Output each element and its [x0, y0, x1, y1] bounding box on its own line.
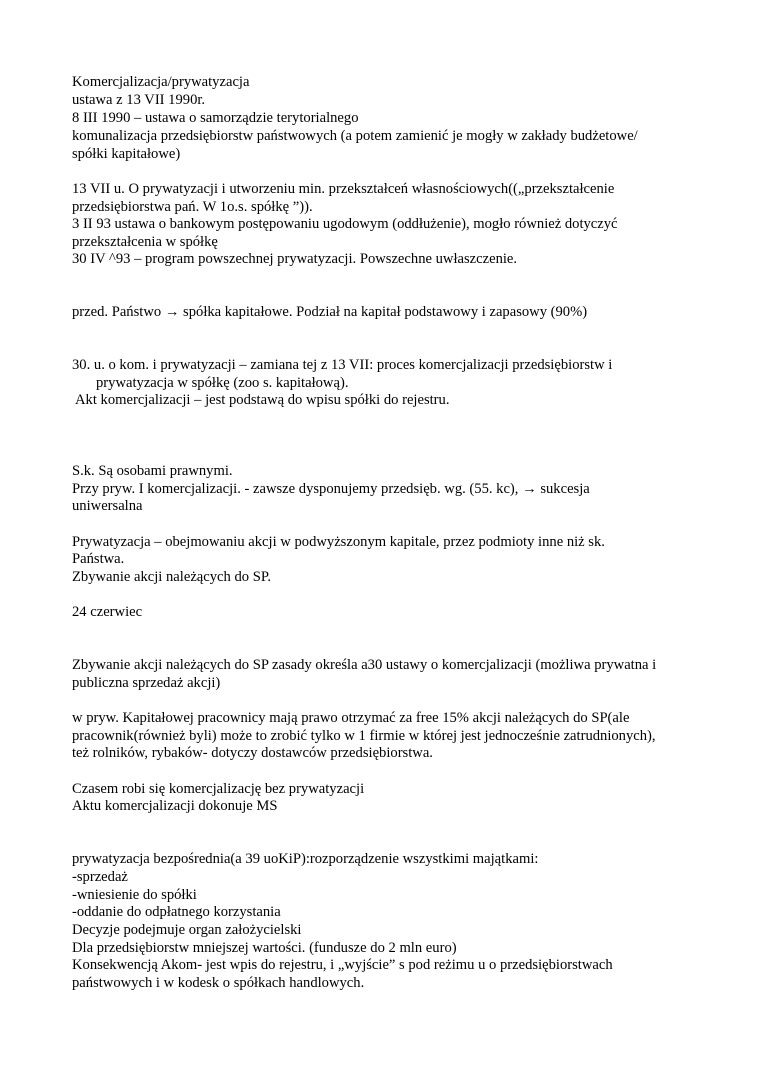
text-line: Zbywanie akcji należących do SP.	[72, 569, 271, 585]
text-line: uniwersalna	[72, 498, 143, 514]
text-line: państwowych i w kodesk o spółkach handlowych.	[72, 975, 365, 991]
text-line: 13 VII u. O prywatyzacji i utworzeniu min. przekształceń własnościowych((„przekształcenie	[72, 181, 615, 197]
text-line: Prywatyzacja – obejmowaniu akcji w podwyższonym kapitale, przez podmioty inne niż sk.	[72, 534, 605, 550]
text-line: komunalizacja przedsiębiorstw państwowych (a potem zamienić je mogły w zakłady budżetowe/	[72, 128, 638, 144]
text-line: spółki kapitałowe)	[72, 146, 181, 162]
text-line: Przy pryw. I komercjalizacji. - zawsze dysponujemy przedsięb. wg. (55. kc), → sukcesja	[72, 481, 590, 497]
text-line: prywatyzacja w spółkę (zoo s. kapitałową).	[96, 375, 349, 391]
text-line: prywatyzacja bezpośrednia(a 39 uoKiP):rozporządzenie wszystkimi majątkami:	[72, 851, 539, 867]
text-line: ustawa z 13 VII 1990r.	[72, 92, 206, 108]
text-line: -oddanie do odpłatnego korzystania	[72, 904, 281, 920]
text-line: pracownik(również byli) może to zrobić tylko w 1 firmie w której jest jednocześnie zatrudnionych),	[72, 728, 656, 744]
text-line: też rolników, rybaków- dotyczy dostawców przedsiębiorstwa.	[72, 745, 433, 761]
text-line: -wniesienie do spółki	[72, 887, 197, 903]
text-line: 30. u. o kom. i prywatyzacji – zamiana tej z 13 VII: proces komercjalizacji przedsiębiorstw i	[72, 357, 613, 373]
text-line: w pryw. Kapitałowej pracownicy mają prawo otrzymać za free 15% akcji należących do SP(ale	[72, 710, 630, 726]
text-line: 3 II 93 ustawa o bankowym postępowaniu ugodowym (oddłużenie), mogło również dotyczyć	[72, 216, 618, 232]
text-line: Państwa.	[72, 551, 125, 567]
text-line: 24 czerwiec	[72, 604, 143, 620]
text-line: przedsiębiorstwa pań. W 1o.s. spółkę ”)).	[72, 199, 313, 215]
text-line: Komercjalizacja/prywatyzacja	[72, 74, 250, 90]
text-line: 8 III 1990 – ustawa o samorządzie terytorialnego	[72, 110, 359, 126]
text-line: S.k. Są osobami prawnymi.	[72, 463, 233, 479]
text-line: Dla przedsiębiorstw mniejszej wartości. (fundusze do 2 mln euro)	[72, 940, 457, 956]
text-line: Czasem robi się komercjalizację bez prywatyzacji	[72, 781, 365, 797]
text-line: przed. Państwo → spółka kapitałowe. Podział na kapitał podstawowy i zapasowy (90%)	[72, 304, 588, 320]
text-line: przekształcenia w spółkę	[72, 234, 218, 250]
text-line: 30 IV ^93 – program powszechnej prywatyzacji. Powszechne uwłaszczenie.	[72, 251, 518, 267]
text-line: Konsekwencją Akom- jest wpis do rejestru, i „wyjście” s pod reżimu u o przedsiębiorstwach	[72, 957, 613, 973]
text-line: Decyzje podejmuje organ założycielski	[72, 922, 302, 938]
text-line: Akt komercjalizacji – jest podstawą do wpisu spółki do rejestru.	[75, 392, 450, 408]
text-line: -sprzedaż	[72, 869, 128, 885]
text-line: Aktu komercjalizacji dokonuje MS	[72, 798, 278, 814]
text-line: publiczna sprzedaż akcji)	[72, 675, 221, 691]
text-line: Zbywanie akcji należących do SP zasady określa a30 ustawy o komercjalizacji (możliwa prywatna i	[72, 657, 657, 673]
